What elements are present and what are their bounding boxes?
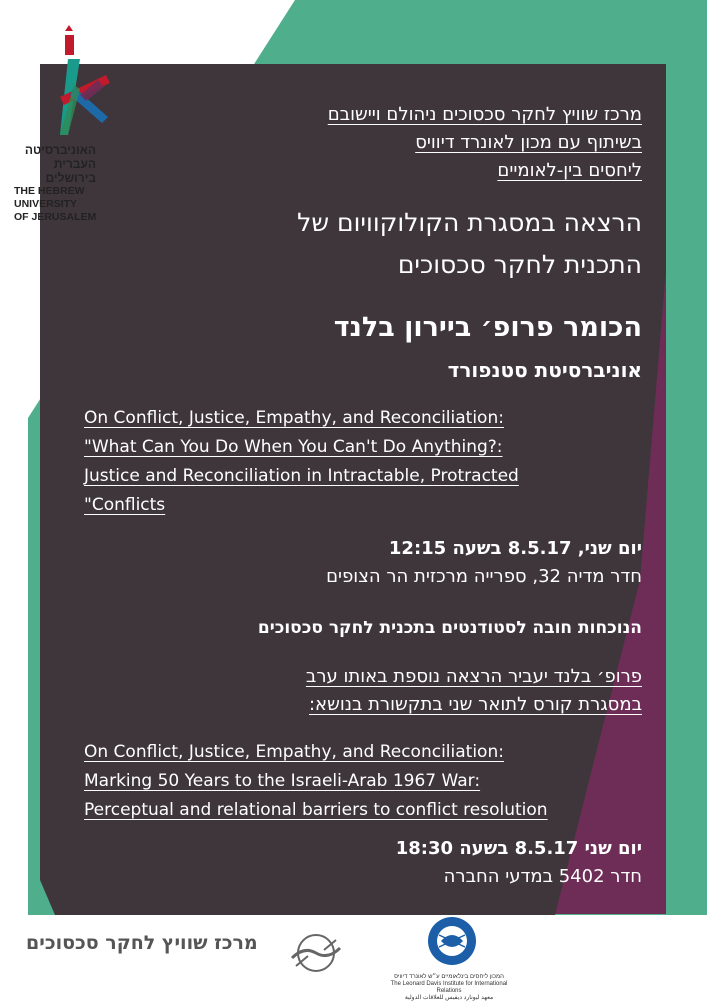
session2-datetime: יום שני 8.5.17 בשעה 18:30 — [395, 838, 642, 859]
university-name-en-1: THE HEBREW — [14, 185, 85, 197]
university-name-he-1: האוניברסיטה — [24, 143, 96, 157]
talk1-line-2: "What Can You Do When You Can't Do Anything?: — [84, 437, 503, 457]
lecture-title-1: הרצאה במסגרת הקולוקוויום של — [297, 208, 642, 237]
davis-caption-he: המכון ליחסים בינלאומיים ע״ש לאונרד דיוויס — [394, 974, 504, 980]
davis-institute-logo — [426, 915, 478, 967]
talk1-title — [84, 404, 519, 520]
extra-note-line-2: במסגרת קורס לתואר שני בתקשורת בנושא: — [308, 694, 642, 715]
session2-location: חדר 5402 במדעי החברה — [443, 866, 642, 887]
davis-institute-caption — [384, 974, 514, 1002]
header-line-2: בשיתוף עם מכון לאונרד דיוויס — [415, 132, 642, 153]
talk2-line-1: On Conflict, Justice, Empathy, and Reconciliation: — [84, 742, 504, 762]
attendance-notice: הנוכחות חובה לסטודנטים בתכנית לחקר סכסוכים — [257, 618, 642, 638]
university-name-he-2: העברית — [53, 157, 96, 171]
header-line-3: ליחסים בין-לאומיים — [497, 160, 642, 181]
speaker-name: הכומר פרופ׳ ביירון בלנד — [333, 312, 642, 343]
university-name — [14, 143, 114, 224]
university-name-en-3: OF JERUSALEM — [14, 211, 97, 223]
header-line-1: מרכז שוויץ לחקר סכסוכים ניהולם ויישובם — [327, 104, 642, 125]
university-name-en-2: UNIVERSITY — [14, 198, 78, 210]
swiss-center-logo — [286, 928, 346, 978]
davis-caption-ar: معهد ليونارد ديفيس للعلاقات الدولية — [404, 995, 494, 1001]
university-name-he-3: בירושלים — [45, 171, 96, 185]
extra-note-line-1: פרופ׳ בלנד יעביר הרצאה נוספת באותו ערב — [305, 666, 642, 687]
lecture-title-2: התכנית לחקר סכסוכים — [397, 250, 642, 279]
talk1-line-1: On Conflict, Justice, Empathy, and Reconciliation: — [84, 408, 504, 428]
talk2-line-2: Marking 50 Years to the Israeli-Arab 1967 War: — [84, 771, 481, 791]
talk2-line-3: Perceptual and relational barriers to conflict resolution — [84, 800, 548, 820]
university-emblem — [20, 25, 110, 145]
davis-caption-en: The Leonard Davis Institute for International Relations — [390, 981, 508, 994]
speaker-affiliation: אוניברסיטת סטנפורד — [447, 358, 642, 382]
swiss-center-name: מרכז שוויץ לחקר סכסוכים — [26, 932, 258, 954]
session1-location: חדר מדיה 32, ספרייה מרכזית הר הצופים — [326, 566, 642, 587]
session1-datetime: יום שני, 8.5.17 בשעה 12:15 — [388, 538, 642, 559]
talk2-title — [84, 738, 548, 825]
talk1-line-4: "Conflicts — [84, 495, 166, 515]
talk1-line-3: Justice and Reconciliation in Intractable, Protracted — [84, 466, 519, 486]
